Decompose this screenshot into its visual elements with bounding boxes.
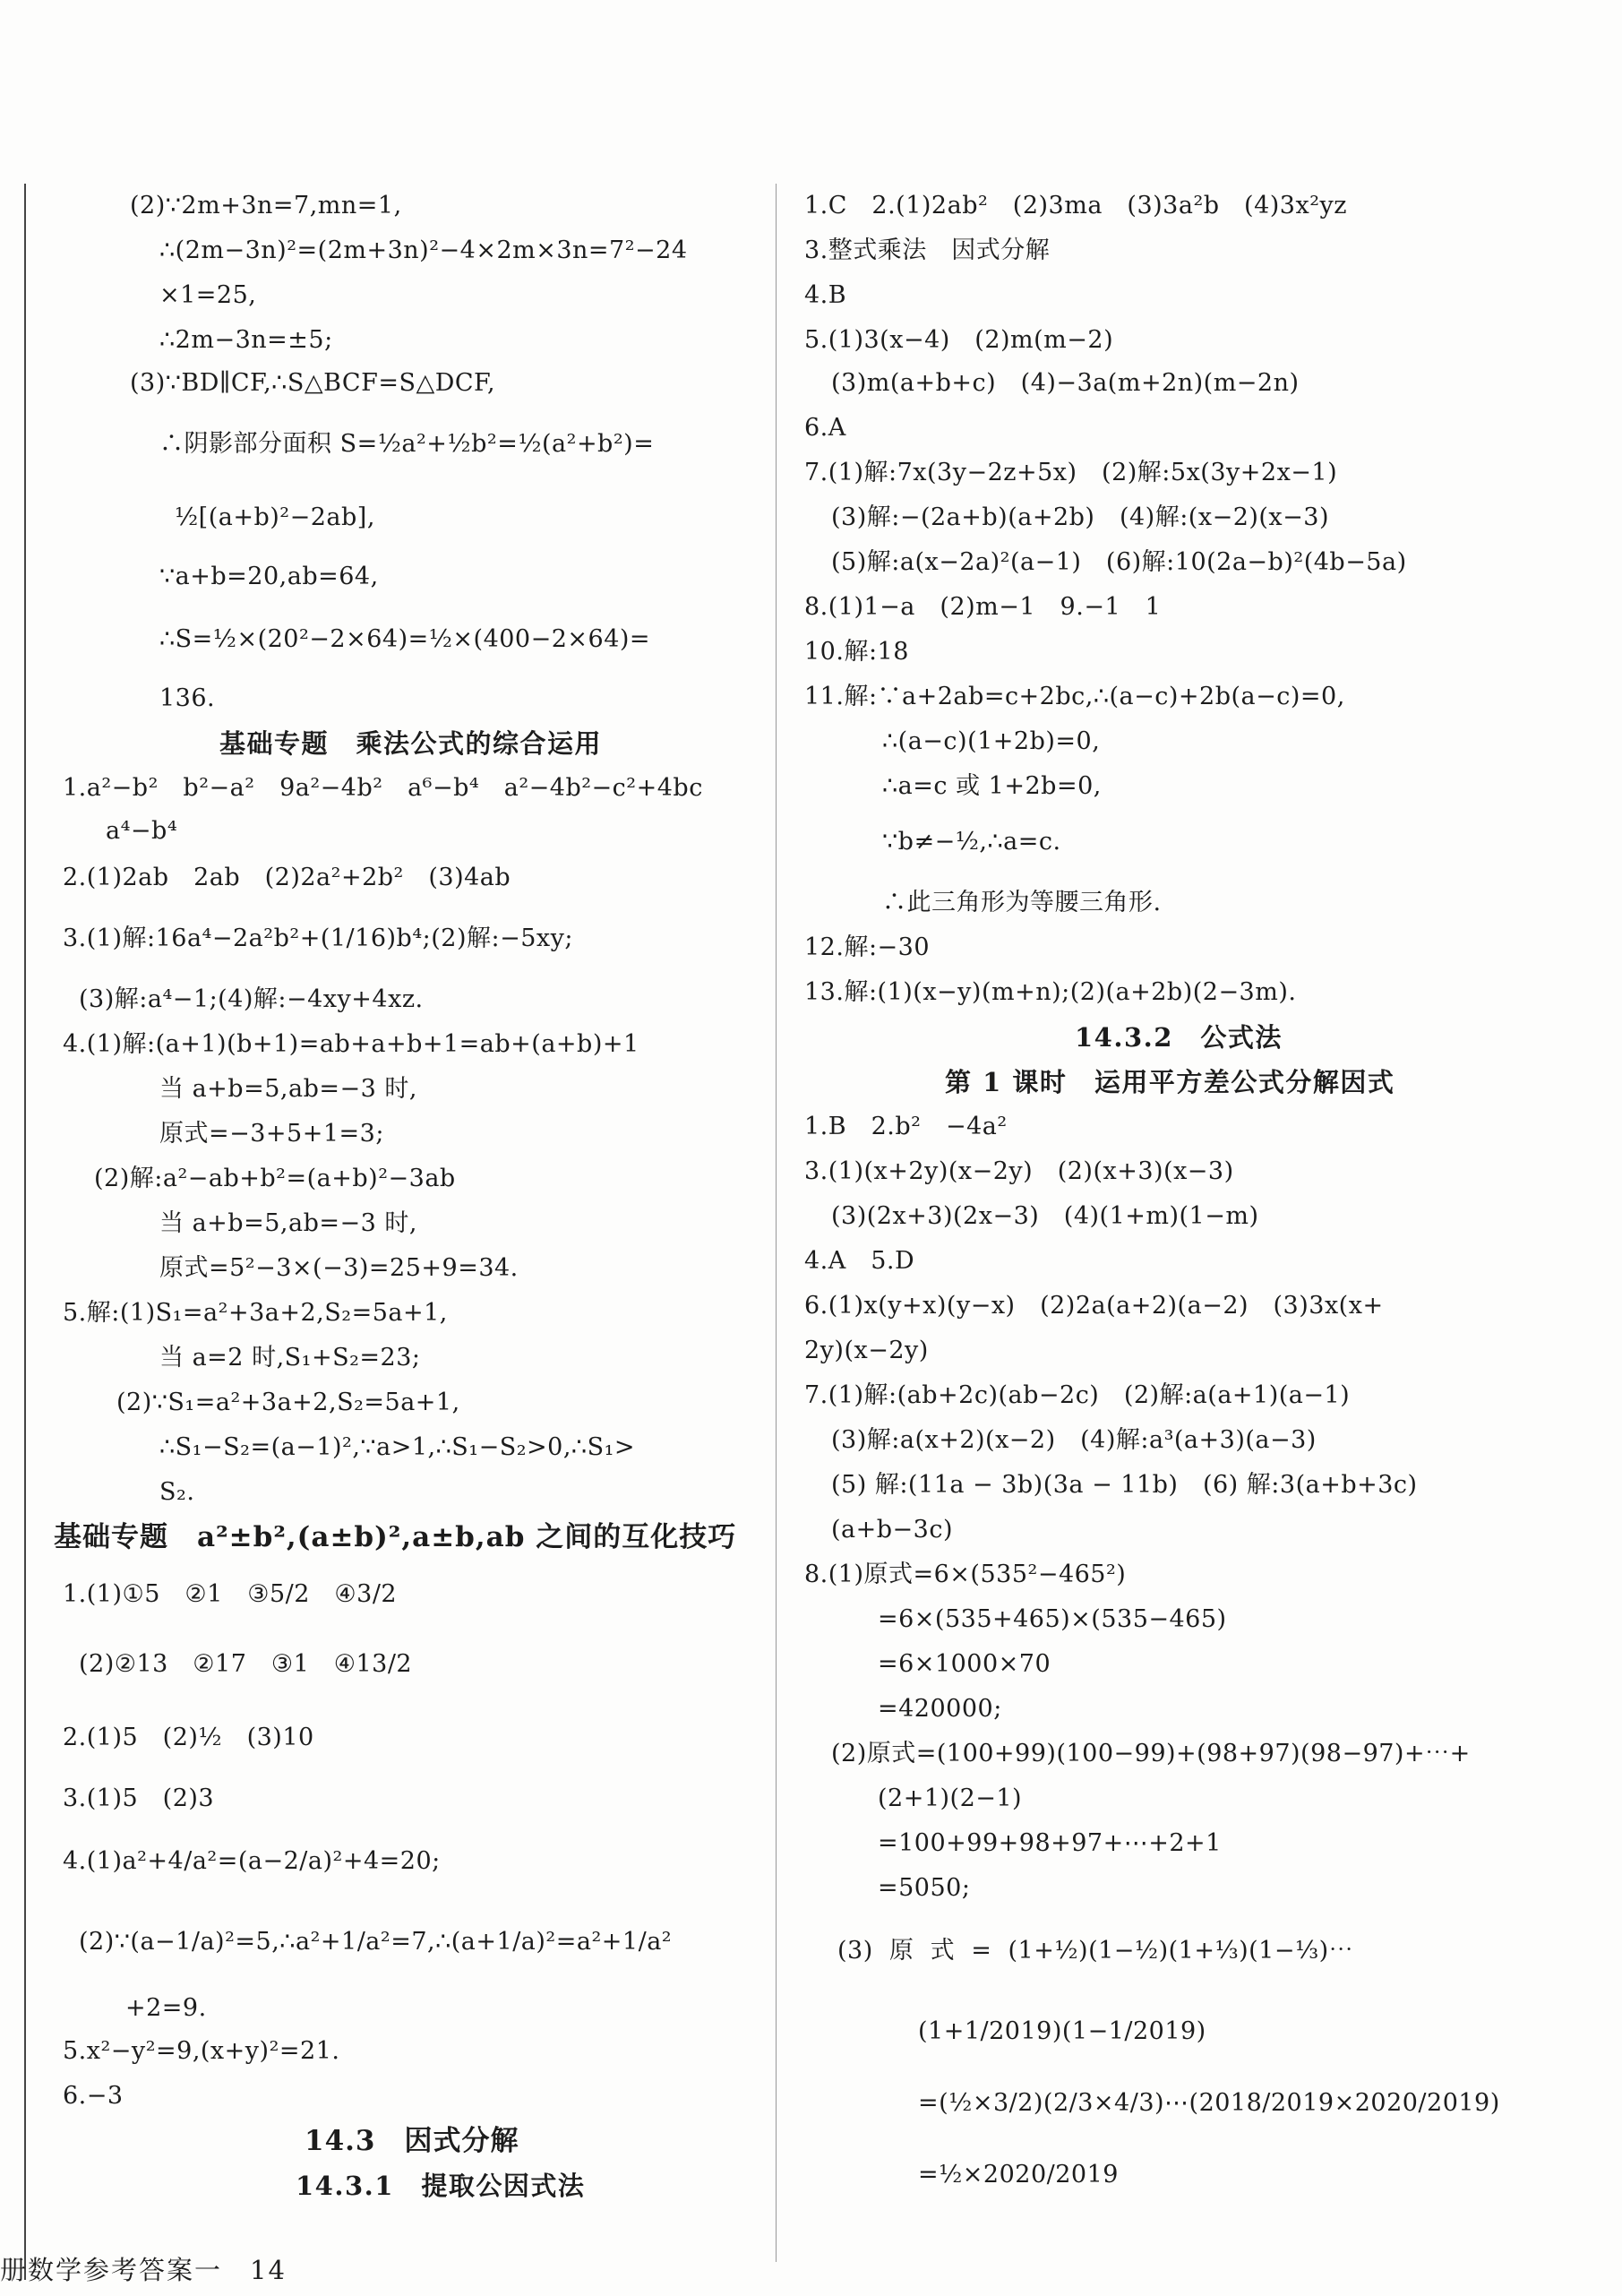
answer-line: (2)②13 ②17 ③1 ④13/2 (79, 1650, 413, 1678)
answer-line: 13.解:(1)(x−y)(m+n);(2)(a+2b)(2−3m). (804, 978, 1297, 1006)
answer-line: ∵b≠−½,∴a=c. (882, 828, 1061, 856)
answer-line: 5.解:(1)S₁=a²+3a+2,S₂=5a+1, (63, 1299, 448, 1327)
answer-line: (3)解:a⁴−1;(4)解:−4xy+4xz. (79, 985, 424, 1013)
answer-line: +2=9. (125, 1994, 207, 2022)
answer-line: ∴此三角形为等腰三角形. (882, 889, 1162, 916)
answer-line: (5)解:a(x−2a)²(a−1) (6)解:10(2a−b)²(4b−5a) (831, 548, 1407, 576)
answer-line: ∴(a−c)(1+2b)=0, (882, 727, 1101, 755)
section-heading: 基础专题 a²±b²,(a±b)²,a±b,ab 之间的互化技巧 (54, 1521, 737, 1553)
answer-line: (a+b−3c) (831, 1516, 953, 1544)
answer-line: (2)解:a²−ab+b²=(a+b)²−3ab (94, 1165, 456, 1192)
answer-line: a⁴−b⁴ (106, 817, 178, 845)
answer-line: =(½×3/2)(2/3×4/3)⋯(2018/2019×2020/2019) (918, 2089, 1500, 2117)
answer-line: (2)∵S₁=a²+3a+2,S₂=5a+1, (116, 1389, 460, 1416)
answer-line: 1.a²−b² b²−a² 9a²−4b² a⁶−b⁴ a²−4b²−c²+4bc (63, 774, 703, 802)
answer-line: ∴(2m−3n)²=(2m+3n)²−4×2m×3n=7²−24 (159, 236, 688, 264)
section-heading: 14.3.1 提取公因式法 (296, 2171, 586, 2201)
answer-line: =½×2020/2019 (918, 2161, 1119, 2189)
answer-line: 2.(1)2ab 2ab (2)2a²+2b² (3)4ab (63, 864, 511, 891)
answer-line: (2)∵(a−1/a)²=5,∴a²+1/a²=7,∴(a+1/a)²=a²+1/a² (79, 1928, 673, 1956)
answer-line: 6.(1)x(y+x)(y−x) (2)2a(a+2)(a−2) (3)3x(x+ (804, 1292, 1384, 1320)
answer-line: 1.B 2.b² −4a² (804, 1113, 1008, 1140)
answer-line: 7.(1)解:7x(3y−2z+5x) (2)解:5x(3y+2x−1) (804, 459, 1338, 486)
answer-line: 12.解:−30 (804, 933, 931, 961)
answer-line: (5) 解:(11a − 3b)(3a − 11b) (6) 解:3(a+b+3c) (831, 1471, 1418, 1499)
answer-line: 当 a+b=5,ab=−3 时, (159, 1209, 417, 1237)
answer-line: 8.(1)原式=6×(535²−465²) (804, 1561, 1127, 1588)
answer-line: 4.A 5.D (804, 1247, 915, 1275)
answer-line: 10.解:18 (804, 638, 909, 666)
answer-line: =6×1000×70 (878, 1650, 1051, 1678)
answer-line: (2+1)(2−1) (878, 1784, 1023, 1812)
answer-line: 当 a+b=5,ab=−3 时, (159, 1075, 417, 1103)
answer-line: (3)(2x+3)(2x−3) (4)(1+m)(1−m) (831, 1202, 1259, 1230)
answer-line: 11.解:∵a+2ab=c+2bc,∴(a−c)+2b(a−c)=0, (804, 683, 1345, 710)
answer-line: 4.(1)a²+4/a²=(a−2/a)²+4=20; (63, 1847, 441, 1875)
answer-line: (3) 原 式 = (1+½)(1−½)(1+⅓)(1−⅓)⋯ (837, 1937, 1354, 1965)
answer-line: 原式=−3+5+1=3; (159, 1120, 384, 1148)
answer-line: (3)m(a+b+c) (4)−3a(m+2n)(m−2n) (831, 369, 1300, 397)
answer-line: S₂. (159, 1478, 195, 1506)
answer-line: 6.A (804, 414, 846, 442)
answer-line: ∵a+b=20,ab=64, (159, 563, 379, 590)
answer-line: (2)原式=(100+99)(100−99)+(98+97)(98−97)+⋯+ (831, 1740, 1471, 1767)
section-heading: 基础专题 乘法公式的综合运用 (219, 728, 603, 759)
section-heading: 14.3 因式分解 (305, 2125, 519, 2157)
answer-line: (3)解:a(x+2)(x−2) (4)解:a³(a+3)(a−3) (831, 1426, 1317, 1454)
answer-line: 2y)(x−2y) (804, 1337, 929, 1364)
answer-line: =6×(535+465)×(535−465) (878, 1605, 1227, 1633)
answer-line: ∴a=c 或 1+2b=0, (882, 772, 1102, 800)
answer-line: 4.(1)解:(a+1)(b+1)=ab+a+b+1=ab+(a+b)+1 (63, 1030, 639, 1058)
answer-line: =5050; (878, 1874, 971, 1902)
answer-line: 1.C 2.(1)2ab² (2)3ma (3)3a²b (4)3x²yz (804, 192, 1348, 219)
page-footer: 册数学参考答案一 14 (0, 2255, 287, 2285)
section-heading: 第 1 课时 运用平方差公式分解因式 (945, 1067, 1395, 1097)
answer-line: ½[(a+b)²−2ab], (175, 503, 375, 531)
answer-line: 7.(1)解:(ab+2c)(ab−2c) (2)解:a(a+1)(a−1) (804, 1381, 1351, 1409)
answer-line: ∴2m−3n=±5; (159, 326, 333, 354)
answer-line: 1.(1)①5 ②1 ③5/2 ④3/2 (63, 1580, 398, 1608)
answer-line: (2)∵2m+3n=7,mn=1, (130, 192, 402, 219)
answer-line: 136. (159, 684, 216, 712)
right-column (788, 0, 1622, 2296)
answer-line: 6.−3 (63, 2082, 124, 2110)
answer-line: 8.(1)1−a (2)m−1 9.−1 1 (804, 593, 1162, 621)
answer-line: 3.(1)解:16a⁴−2a²b²+(1/16)b⁴;(2)解:−5xy; (63, 924, 573, 952)
answer-line: (1+1/2019)(1−1/2019) (918, 2017, 1206, 2045)
answer-line: 3.(1)5 (2)3 (63, 1784, 215, 1812)
answer-line: =100+99+98+97+⋯+2+1 (878, 1829, 1222, 1857)
answer-line: 当 a=2 时,S₁+S₂=23; (159, 1344, 421, 1372)
answer-line: 2.(1)5 (2)½ (3)10 (63, 1724, 314, 1751)
section-heading: 14.3.2 公式法 (1075, 1022, 1283, 1053)
answer-line: =420000; (878, 1695, 1002, 1723)
column-divider (776, 184, 777, 2262)
answer-line: 5.x²−y²=9,(x+y)²=21. (63, 2037, 340, 2065)
answer-line: 4.B (804, 281, 847, 309)
answer-line: 3.整式乘法 因式分解 (804, 236, 1051, 264)
answer-line: 5.(1)3(x−4) (2)m(m−2) (804, 326, 1114, 354)
answer-line: ×1=25, (159, 281, 257, 309)
answer-line: ∴阴影部分面积 S=½a²+½b²=½(a²+b²)= (159, 430, 655, 458)
answer-line: (3)解:−(2a+b)(a+2b) (4)解:(x−2)(x−3) (831, 503, 1329, 531)
answer-line: 原式=5²−3×(−3)=25+9=34. (159, 1254, 519, 1282)
left-column (0, 0, 770, 2296)
answer-line: 3.(1)(x+2y)(x−2y) (2)(x+3)(x−3) (804, 1157, 1234, 1185)
answer-line: ∴S₁−S₂=(a−1)²,∵a>1,∴S₁−S₂>0,∴S₁> (159, 1433, 636, 1461)
answer-line: ∴S=½×(20²−2×64)=½×(400−2×64)= (159, 625, 651, 653)
answer-line: (3)∵BD∥CF,∴S△BCF=S△DCF, (130, 369, 496, 397)
